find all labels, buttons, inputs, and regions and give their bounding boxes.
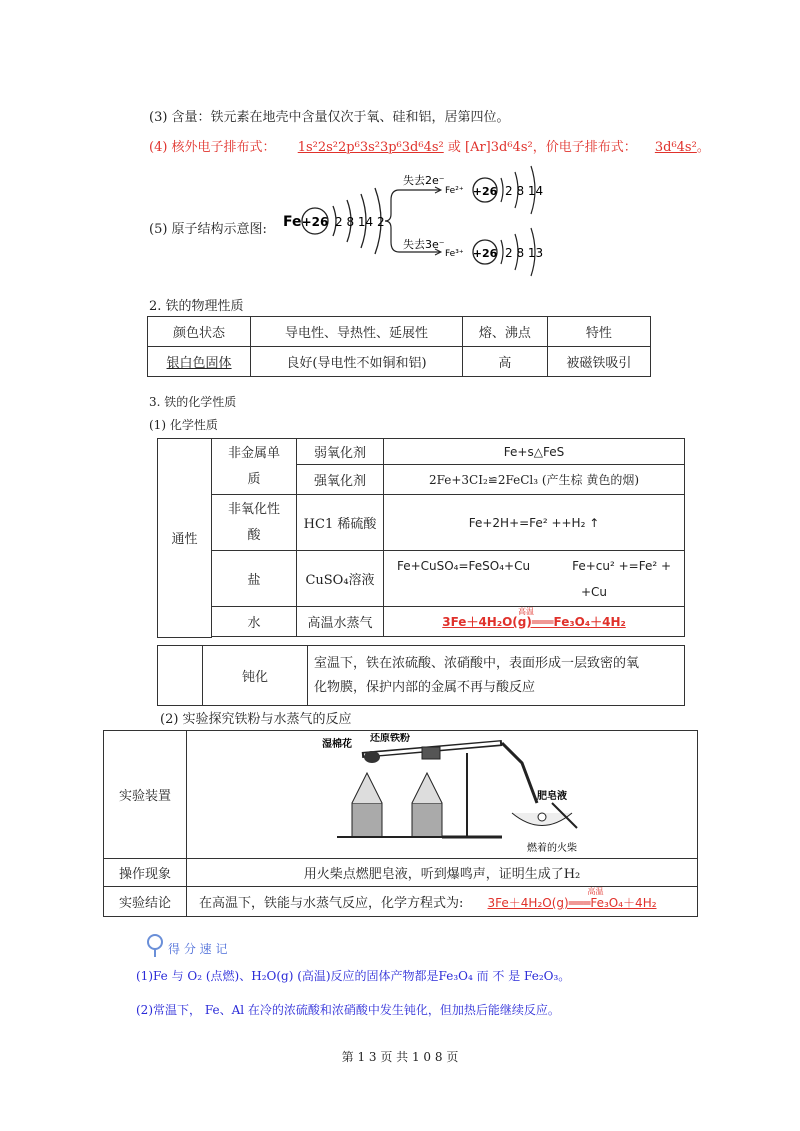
nonox-acid-cell <box>212 495 297 551</box>
steam-eq: 3Fe＋4H₂O(g)═══Fe₃O₄＋4H₂ <box>442 615 626 629</box>
setup-image-cell <box>187 731 698 859</box>
weak-ox-cell: 弱氧化剂 <box>297 439 384 465</box>
phys-header: 导电性、导热性、延展性 <box>251 317 463 347</box>
steam-cell: 高温水蒸气 <box>297 607 384 637</box>
dunhua-text1: 室温下，铁在浓硫酸、浓硝酸中，表面形成一层致密的氧 <box>314 655 640 671</box>
structure-label: (5) 原子结构示意图: <box>149 222 267 237</box>
conc-eq-wrap <box>487 887 657 910</box>
dunhua-table <box>157 645 685 706</box>
strong-eq-cell: 2Fe+3CI₂≌2FeCl₃ (产生棕 黄色的烟) <box>384 465 685 495</box>
steam-eq-cell <box>384 607 685 637</box>
phys-heading: 2. 铁的物理性质 <box>149 299 244 314</box>
chem-subheading: (1) 化学性质 <box>149 418 218 432</box>
config-label: (4) 核外电子排布式： <box>149 140 276 155</box>
config-valence: 3d⁶4s² <box>654 140 697 155</box>
config-or: 或 [Ar]3d⁶4s²，价电子排布式： <box>447 140 637 155</box>
nonmetal-a: 非金属单 <box>227 445 280 461</box>
fe2-shells: 2 8 14 <box>505 184 544 198</box>
apparatus-image <box>292 733 592 857</box>
salt-eq1: Fe+CuSO₄=FeSO₄+Cu <box>396 558 531 573</box>
nonox-a: 非氧化性 <box>227 501 280 517</box>
config-full: 1s²2s²2p⁶3s²3p⁶3d⁶4s² <box>297 140 444 155</box>
phys-table <box>147 316 651 377</box>
weak-eq-cell: Fe+s△FeS <box>384 439 685 465</box>
salt-cell: 盐 <box>212 551 297 607</box>
conc-cond: 高温 <box>587 887 604 896</box>
label-soap: 肥皂液 <box>537 790 567 802</box>
conc-text-cell <box>187 887 698 917</box>
nucleus-charge: +26 <box>301 215 329 229</box>
nonmetal-b: 质 <box>247 471 261 487</box>
fe3-shells: 2 8 13 <box>505 246 544 260</box>
setup-label-cell: 实验装置 <box>104 731 187 859</box>
fe-symbol: Fe <box>283 214 302 230</box>
phen-label-cell: 操作现象 <box>104 859 187 887</box>
lose-2e-label: 失去2e⁻ <box>403 174 445 187</box>
page-footer: 第 1 3 页 共 1 0 8 页 <box>341 1050 459 1064</box>
nonox-b: 酸 <box>247 527 261 543</box>
fe2-symbol: Fe²⁺ <box>445 186 464 196</box>
dunhua-cell: 钝化 <box>203 646 308 706</box>
phys-header: 颜色状态 <box>148 317 251 347</box>
conc-eq: 3Fe＋4H₂O(g)═══Fe₃O₄＋4H₂ <box>487 896 657 910</box>
phys-cell: 被磁铁吸引 <box>547 347 650 377</box>
atomic-structure-diagram <box>275 160 565 280</box>
label-cotton: 湿棉花 <box>322 738 352 750</box>
phys-cell: 良好(导电性不如铜和铝) <box>251 347 463 377</box>
fe2-nucleus: +26 <box>472 185 498 198</box>
acid-eq-cell: Fe+2H+=Fe² ++H₂ ↑ <box>384 495 685 551</box>
dunhua-text2: 化物膜，保护内部的金属不再与酸反应 <box>314 679 536 695</box>
phys-cell: 高 <box>462 347 547 377</box>
tips-title: 得 分 速 记 <box>168 942 228 956</box>
steam-cond: 高温 <box>518 607 534 616</box>
tip-1: (1)Fe 与 O₂ (点燃)、H₂O(g) (高温)反应的固体产物都是Fe₃O₄ 而 不 是 Fe₂O₃。 <box>136 969 571 983</box>
config-end: 。 <box>696 140 710 155</box>
water-cell: 水 <box>212 607 297 637</box>
exp-table <box>103 730 698 917</box>
label-iron-powder: 还原铁粉 <box>370 732 410 744</box>
fe3-nucleus: +26 <box>472 247 498 260</box>
phys-cell: 银白色固体 <box>148 347 251 377</box>
dunhua-blank <box>158 646 203 706</box>
tip-2: (2)常温下， Fe、Al 在冷的浓硫酸和浓硝酸中发生钝化，但加热后能继续反应。 <box>136 1003 560 1017</box>
content-line: (3) 含量：铁元素在地壳中含量仅次于氧、硅和铝，居第四位。 <box>149 110 510 125</box>
strong-ox-cell: 强氧化剂 <box>297 465 384 495</box>
chem-heading: 3. 铁的化学性质 <box>149 395 237 409</box>
phys-header: 熔、沸点 <box>462 317 547 347</box>
lose-3e-label: 失去3e⁻ <box>403 238 445 251</box>
fe3-symbol: Fe³⁺ <box>445 249 464 259</box>
shell-numbers: 2 8 14 2 <box>335 215 385 229</box>
chem-table <box>157 438 685 638</box>
acid-name-cell: HC1 稀硫酸 <box>297 495 384 551</box>
salt-eq2: Fe+cu² +=Fe² + <box>572 558 672 573</box>
nonmetal-cell <box>212 439 297 495</box>
magnifier-icon <box>145 933 165 959</box>
conc-text: 在高温下，铁能与水蒸气反应，化学方程式为: <box>199 896 464 911</box>
salt-eq3: +Cu <box>580 584 608 599</box>
phen-text-cell: 用火柴点燃肥皂液，听到爆鸣声，证明生成了H₂ <box>187 859 698 887</box>
exp-heading: (2) 实验探究铁粉与水蒸气的反应 <box>160 712 352 727</box>
label-match: 燃着的火柴 <box>527 842 577 854</box>
dunhua-text-cell <box>308 646 685 706</box>
tongxing-cell: 通性 <box>158 439 212 638</box>
conc-label-cell: 实验结论 <box>104 887 187 917</box>
electron-config-line <box>149 136 710 155</box>
phys-header: 特性 <box>547 317 650 347</box>
salt-name-cell: CuSO₄溶液 <box>297 551 384 607</box>
salt-eq-cell <box>384 551 685 607</box>
